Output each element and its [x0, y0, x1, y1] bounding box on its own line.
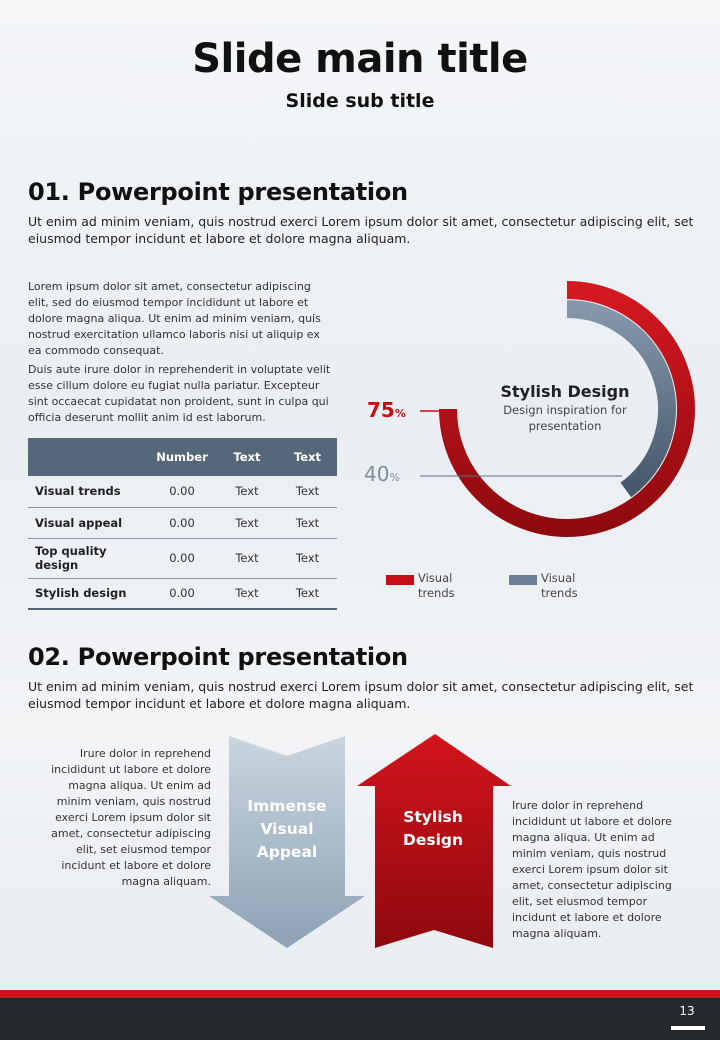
- sub-title: Slide sub title: [285, 90, 435, 112]
- chart-value-label-2: 40%: [364, 462, 400, 486]
- table-row-label: Visual trends: [28, 476, 148, 507]
- legend-label-1: Visual trends: [418, 571, 455, 600]
- table-row: [28, 476, 337, 507]
- section1-title: 01. Powerpoint presentation: [28, 178, 408, 206]
- table-cell-text: Text: [278, 538, 337, 578]
- table-cell-number: 0.00: [148, 476, 216, 507]
- page-number-underline: [671, 1026, 705, 1030]
- page-number: 13: [679, 1004, 695, 1018]
- footer-accent-bar: [0, 990, 720, 998]
- legend-swatch-2: [509, 575, 537, 585]
- section1-paragraph-1: Lorem ipsum dolor sit amet, consectetur adipiscing elit, sed do eiusmod tempor incididunt ut labore et dolore magna aliqua. Ut enim ad minim veniam, quis nostrud exercitation ullamco laboris nisi ut aliquip ex ea commodo consequat.: [28, 280, 321, 357]
- section2-description: Ut enim ad minim veniam, quis nostrud exerci Lorem ipsum dolor sit amet, consectetur adipiscing elit, set eiusmod tempor incidunt et labore et dolore magna aliquam.: [28, 679, 694, 711]
- table-cell-number: 0.00: [148, 507, 216, 538]
- arrow-up-label: Stylish Design: [402, 808, 464, 849]
- table-cell-text: Text: [278, 578, 337, 609]
- table-cell-text: Text: [216, 476, 278, 507]
- data-table: [28, 438, 337, 610]
- section1-paragraph-2: Duis aute irure dolor in reprehenderit in voluptate velit esse cillum dolore eu fugiat nulla pariatur. Excepteur sint occaecat cupidatat non proident, sunt in culpa qui officia deserunt mollit anim id est laborum.: [28, 363, 331, 424]
- legend-label-2: Visual trends: [541, 571, 578, 600]
- donut-chart: [360, 270, 710, 610]
- main-title: Slide main title: [192, 36, 528, 82]
- table-row-label: Top quality design: [28, 538, 148, 578]
- table-row-label: Visual appeal: [28, 507, 148, 538]
- table-header-row: [28, 438, 337, 476]
- table-cell-text: Text: [278, 507, 337, 538]
- table-row: [28, 538, 337, 578]
- table-row-label: Stylish design: [28, 578, 148, 609]
- table-cell-text: Text: [216, 578, 278, 609]
- table-cell-number: 0.00: [148, 578, 216, 609]
- chart-center-subtitle: Design inspiration for presentation: [503, 403, 627, 433]
- table-header-cell: Text: [216, 438, 278, 476]
- arrow-down-label: Immense Visual Appeal: [247, 797, 327, 861]
- section2-right-text: Irure dolor in reprehend incididunt ut labore et dolore magna aliqua. Ut enim ad minim veniam, quis nostrud exerci Lorem ipsum dolor sit amet, consectetur adipiscing elit, set eiusmod tempor incidunt et labore et dolore magna aliquam.: [512, 799, 672, 940]
- table-cell-text: Text: [216, 507, 278, 538]
- table-cell-text: Text: [216, 538, 278, 578]
- table-cell-number: 0.00: [148, 538, 216, 578]
- table-header-cell: Text: [278, 438, 337, 476]
- table-row: [28, 507, 337, 538]
- legend-swatch-1: [386, 575, 414, 585]
- table-cell-text: Text: [278, 476, 337, 507]
- section2-left-text: Irure dolor in reprehend incididunt ut labore et dolore magna aliqua. Ut enim ad minim veniam, quis nostrud exerci Lorem ipsum dolor sit amet, consectetur adipiscing elit, set eiusmod tempor incidunt et labore et dolore magna aliquam.: [51, 747, 211, 888]
- table-header-cell: [28, 438, 148, 476]
- section1-description: Ut enim ad minim veniam, quis nostrud exerci Lorem ipsum dolor sit amet, consectetur adipiscing elit, set eiusmod tempor incidunt et labore et dolore magna aliquam.: [28, 214, 694, 246]
- chart-value-label-1: 75%: [367, 398, 406, 422]
- chart-center-title: Stylish Design: [500, 382, 630, 401]
- table-header-cell: Number: [148, 438, 216, 476]
- section2-title: 02. Powerpoint presentation: [28, 643, 408, 671]
- footer-bar: [0, 998, 720, 1040]
- table-row: [28, 578, 337, 609]
